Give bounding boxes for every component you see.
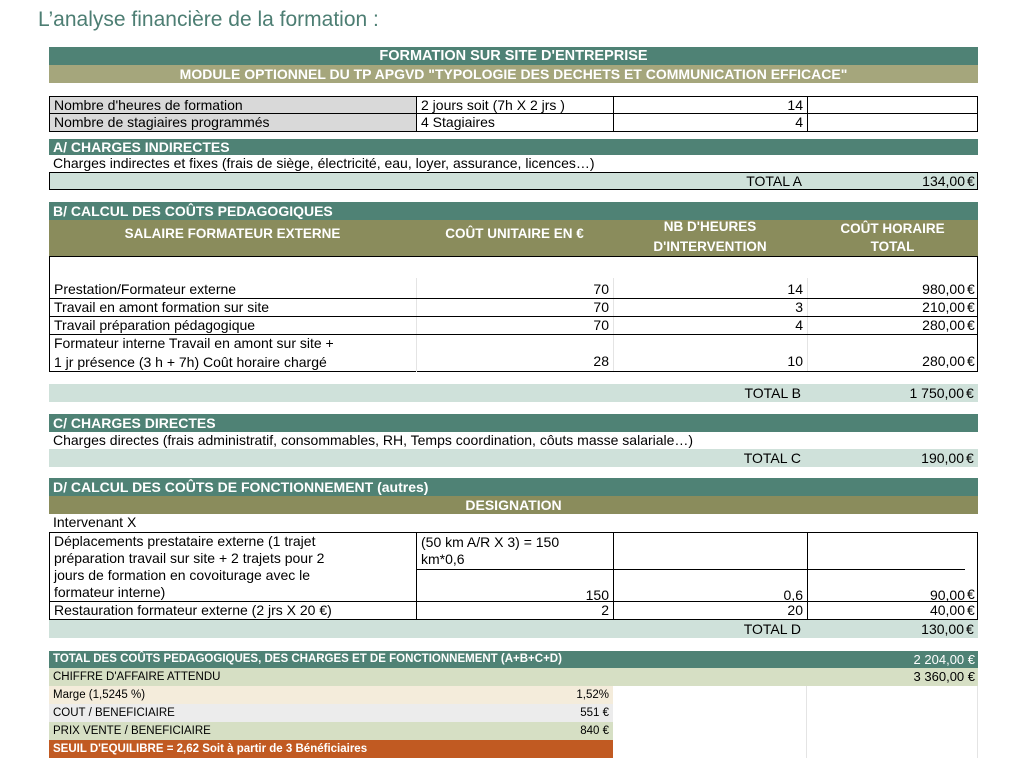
total-a-label: TOTAL A [746,173,802,189]
total-b-label: TOTAL B [744,385,801,401]
section-b-header: SALAIRE FORMATEUR EXTERNE COÛT UNITAIRE EN € NB D'HEURES D'INTERVENTION COÛT HORAIRE TOTAL [49,220,978,256]
table-row-travel: Déplacements prestataire externe (1 trajet préparation travail sur site + 2 trajets pour 2 jours de formation en covoiturage avec le formateur interne) (50 km A/R X 3) = 150 km*0,6 150 0,6 90,00 € [49,532,978,602]
currency-symbol: € [967,173,975,189]
section-b-title: B/ CALCUL DES COÛTS PEDAGOGIQUES [49,202,978,220]
table-row: Travail préparation pédagogique 70 4 280,00 € [49,317,978,335]
summary-seuil-row: SEUIL D'EQUILIBRE = 2,62 Soit à partir de 3 Bénéficiaires [49,740,978,758]
total-d-label: TOTAL D [743,621,801,637]
section-c-description: Charges directes (frais administratif, consommables, RH, Temps coordination, côuts masse salariale…) [53,432,694,448]
section-a-total-row [49,172,978,190]
section-d-intervenant: Intervenant X [53,514,137,530]
table-row: Prestation/Formateur externe 70 14 980,00 € [49,278,978,299]
total-c-value: 190,00 [921,450,964,466]
section-d-total-row: TOTAL D 130,00 € [49,620,978,638]
section-c-title: C/ CHARGES DIRECTES [49,414,978,432]
table-title: FORMATION SUR SITE D'ENTREPRISE [49,47,978,65]
section-d-title: D/ CALCUL DES COÛTS DE FONCTIONNEMENT (autres) [49,478,978,496]
section-a-description: Charges indirectes et fixes (frais de siège, électricité, eau, loyer, assurance, licences…) [53,155,595,171]
slide-title: L’analyse financière de la formation : [38,8,379,31]
info-row-hours: Nombre d'heures de formation 2 jours soit (7h X 2 jrs ) 14 [49,96,978,114]
section-b-spacer [49,256,978,278]
summary-total-row: TOTAL DES COÛTS PEDAGOGIQUES, DES CHARGES ET DE FONCTIONNEMENT (A+B+C+D) 2 204,00 € [49,651,978,668]
total-c-label: TOTAL C [743,450,801,466]
section-b-total-row: TOTAL B 1 750,00 € [49,384,978,402]
summary-prix-row: PRIX VENTE / BENEFICIAIRE 840 € [49,722,978,740]
info-row-trainees: Nombre de stagiaires programmés 4 Stagiaires 4 [49,114,978,132]
table-subtitle: MODULE OPTIONNEL DU TP APGVD "TYPOLOGIE DES DECHETS ET COMMUNICATION EFFICACE" [49,65,978,83]
section-d-designation: DESIGNATION [49,496,978,514]
table-row-internal-trainer: Formateur interne Travail en amont sur site + 1 jr présence (3 h + 7h) Coût horaire chargé 28 10 280,00 € [49,335,978,372]
summary-marge-row: Marge (1,5245 %) 1,52% [49,686,978,704]
section-a-title: A/ CHARGES INDIRECTES [49,139,978,155]
table-row: Travail en amont formation sur site 70 3 210,00 € [49,299,978,317]
total-b-value: 1 750,00 [909,385,964,401]
section-c-total-row: TOTAL C 190,00 € [49,449,978,467]
summary-ca-row: CHIFFRE D'AFFAIRE ATTENDU 3 360,00 € [49,668,978,686]
total-d-value: 130,00 [921,621,964,637]
table-row-food: Restauration formateur externe (2 jrs X 20 €) 2 20 40,00 € [49,602,978,620]
summary-cout-row: COUT / BENEFICIAIRE 551 € [49,704,978,722]
total-a-value: 134,00 [922,173,965,189]
